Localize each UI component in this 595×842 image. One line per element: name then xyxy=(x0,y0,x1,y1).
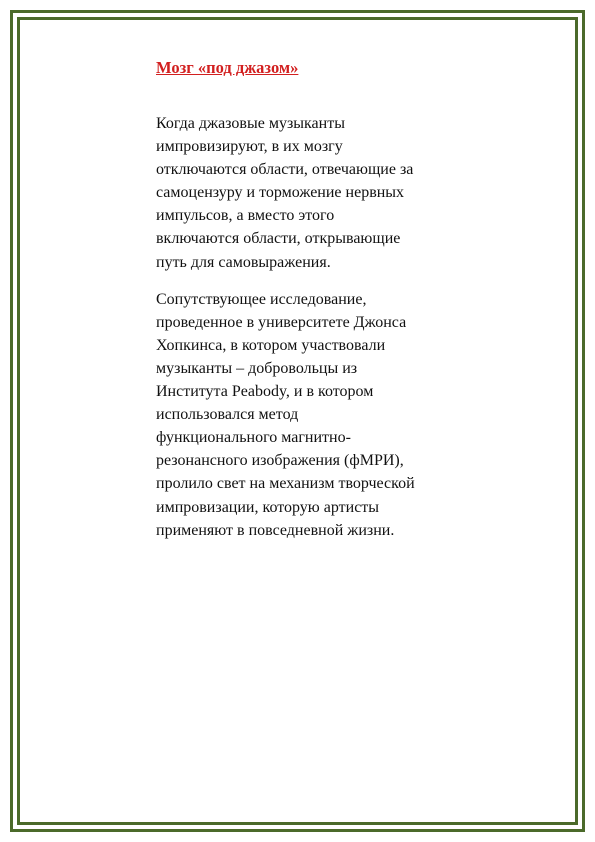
paragraph-line: Когда джазовые музыканты xyxy=(156,115,345,132)
paragraph-line: проведенное в университете Джонса xyxy=(156,313,407,331)
paragraph-line: Хопкинса, в котором участвовали xyxy=(156,336,386,354)
paragraph-line: использовался метод xyxy=(156,406,299,424)
paragraph-line: применяют в повседневной жизни. xyxy=(156,521,395,539)
document-body xyxy=(156,56,486,542)
paragraph-line: путь для самовыражения. xyxy=(156,253,331,271)
paragraph-line: Института Peabody, и в котором xyxy=(156,383,374,401)
paragraph-line: импровизируют, в их мозгу xyxy=(156,138,343,156)
paragraph-2 xyxy=(156,288,486,542)
paragraph-line: функционального магнитно- xyxy=(156,429,351,447)
paragraph-1 xyxy=(156,112,486,274)
paragraph-line: музыканты – добровольцы из xyxy=(156,359,358,377)
paragraph-line: отключаются области, отвечающие за xyxy=(156,161,414,179)
paragraph-line: самоцензуру и торможение нервных xyxy=(156,184,405,202)
paragraph-line: импровизации, которую артисты xyxy=(156,498,380,516)
paragraph-line: импульсов, а вместо этого xyxy=(156,207,335,225)
document-title: Мозг «под джазом» xyxy=(156,58,299,77)
paragraph-line: пролило свет на механизм творческой xyxy=(156,475,415,493)
paragraph-line: Сопутствующее исследование, xyxy=(156,290,367,308)
paragraph-line: резонансного изображения (фМРИ), xyxy=(156,452,404,470)
paragraph-line: включаются области, открывающие xyxy=(156,230,401,248)
